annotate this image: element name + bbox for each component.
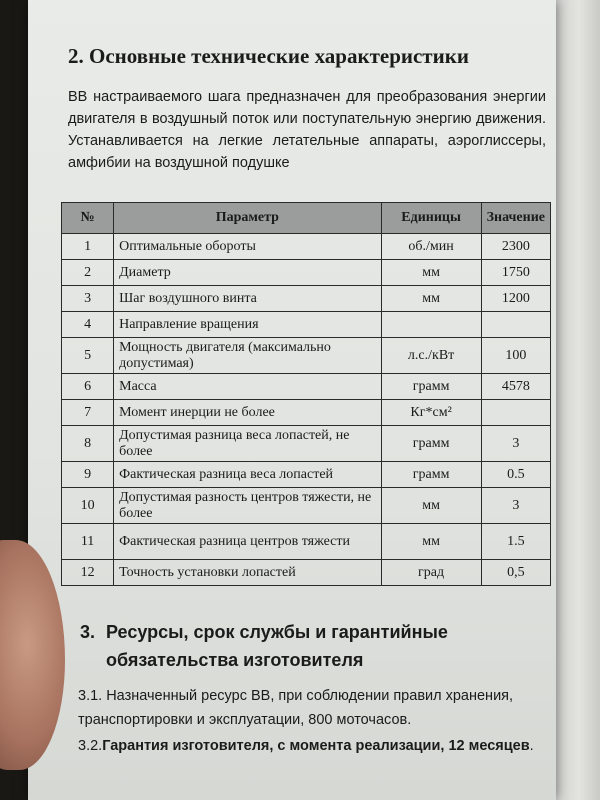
table-row (62, 312, 551, 338)
table-row (62, 286, 551, 312)
row-param: Точность установки лопастей (114, 560, 381, 586)
row-value (481, 312, 550, 338)
row-param: Диаметр (114, 260, 381, 286)
table-row (62, 462, 551, 488)
table-header-row (62, 203, 551, 234)
table-row (62, 234, 551, 260)
row-num: 2 (62, 260, 114, 286)
row-unit: град (381, 560, 481, 586)
row-value: 100 (481, 338, 550, 374)
paragraph-3-2-number: 3.2. (78, 738, 103, 754)
row-value: 3 (481, 426, 550, 462)
row-param: Допустимая разница веса лопастей, не более (114, 426, 381, 462)
row-unit: мм (381, 524, 481, 560)
row-param: Фактическая разница веса лопастей (114, 462, 381, 488)
section-3-number: 3. (80, 622, 96, 642)
paragraph-3-2 (78, 738, 558, 754)
row-param: Масса (114, 374, 381, 400)
section-2-intro: ВВ настраиваемого шага предназначен для преобразования энергии двигателя в воздушный поток или поступательную энергию движения. Устанавливается на легкие летательные аппараты, аэроглиссеры, амфибии на воздушной подушке (68, 89, 546, 171)
table-row (62, 560, 551, 586)
row-unit: л.с./кВт (381, 338, 481, 374)
row-num: 10 (62, 488, 114, 524)
table-row (62, 488, 551, 524)
row-num: 6 (62, 374, 114, 400)
row-unit: мм (381, 286, 481, 312)
row-unit: мм (381, 488, 481, 524)
row-value: 1750 (481, 260, 550, 286)
table-row (62, 524, 551, 560)
header-param: Параметр (114, 203, 381, 234)
row-num: 8 (62, 426, 114, 462)
row-param: Шаг воздушного винта (114, 286, 381, 312)
row-param: Направление вращения (114, 312, 381, 338)
row-num: 11 (62, 524, 114, 560)
row-value: 0.5 (481, 462, 550, 488)
row-num: 3 (62, 286, 114, 312)
paragraph-3-2-end: . (529, 738, 534, 754)
row-unit: грамм (381, 374, 481, 400)
table-row (62, 426, 551, 462)
section-3-title (80, 618, 500, 674)
row-param: Момент инерции не более (114, 400, 381, 426)
row-value: 2300 (481, 234, 550, 260)
row-param: Фактическая разница центров тяжести (114, 524, 381, 560)
row-value (481, 400, 550, 426)
row-unit: грамм (381, 462, 481, 488)
row-param: Оптимальные обороты (114, 234, 381, 260)
table-row (62, 400, 551, 426)
row-num: 1 (62, 234, 114, 260)
row-value: 1200 (481, 286, 550, 312)
table-row (62, 338, 551, 374)
row-unit: об./мин (381, 234, 481, 260)
row-unit: мм (381, 260, 481, 286)
table-row (62, 374, 551, 400)
row-num: 9 (62, 462, 114, 488)
row-num: 7 (62, 400, 114, 426)
row-param: Мощность двигателя (максимально допустимая) (114, 338, 381, 374)
row-value: 3 (481, 488, 550, 524)
row-value: 4578 (481, 374, 550, 400)
header-num: № (62, 203, 114, 234)
section-2-title: 2. Основные технические характеристики (68, 44, 469, 68)
table-row (62, 260, 551, 286)
document-page (28, 0, 556, 800)
row-value: 0,5 (481, 560, 550, 586)
header-unit: Единицы (381, 203, 481, 234)
row-unit: грамм (381, 426, 481, 462)
row-num: 4 (62, 312, 114, 338)
row-num: 5 (62, 338, 114, 374)
row-unit (381, 312, 481, 338)
row-unit: Кг*см² (381, 400, 481, 426)
section-3-title-line1: Ресурсы, срок службы и гарантийные (106, 622, 448, 642)
row-param: Допустимая разность центров тяжести, не более (114, 488, 381, 524)
paragraph-3-1: 3.1. Назначенный ресурс ВВ, при соблюдении правил хранения, транспортировки и эксплуатации, 800 моточасов. (78, 688, 514, 728)
row-value: 1.5 (481, 524, 550, 560)
row-num: 12 (62, 560, 114, 586)
specs-table (61, 202, 551, 586)
header-value: Значение (481, 203, 550, 234)
section-3-title-line2: обязательства изготовителя (106, 650, 364, 670)
paragraph-3-2-text: Гарантия изготовителя, с момента реализации, 12 месяцев (102, 738, 530, 754)
